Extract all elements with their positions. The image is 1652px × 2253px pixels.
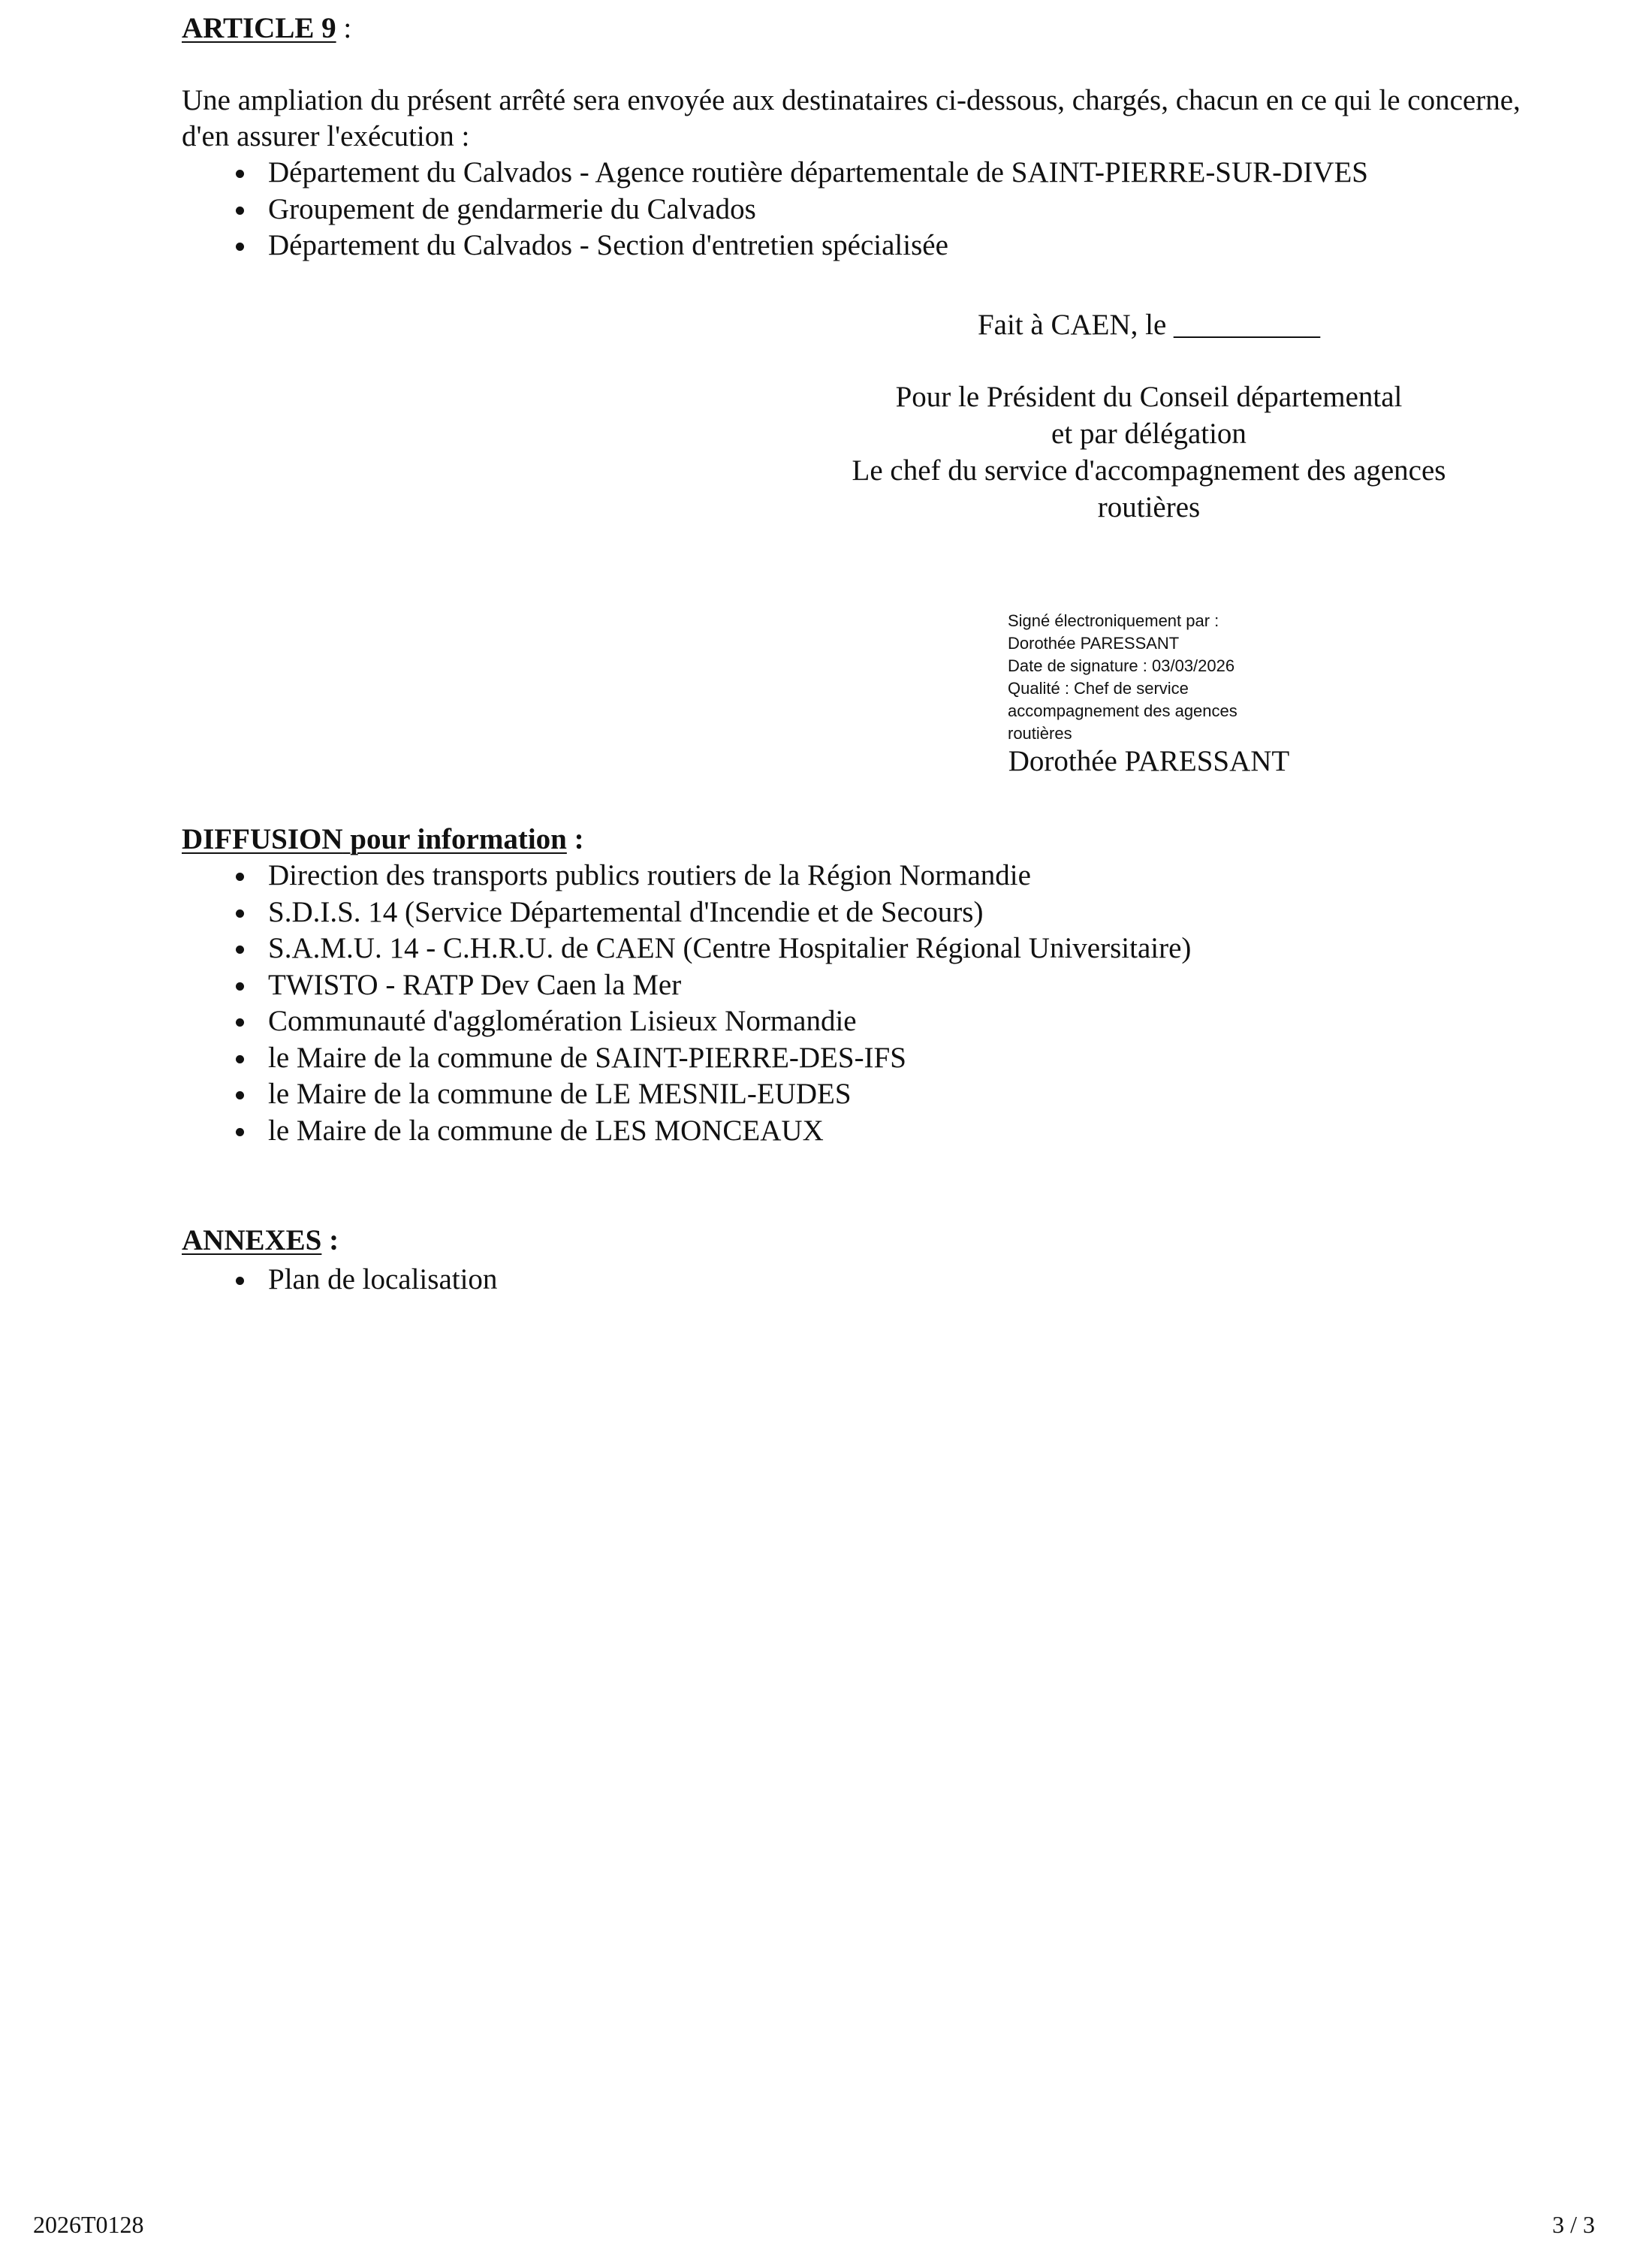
diffusion-colon: : xyxy=(566,823,584,855)
list-item: Communauté d'agglomération Lisieux Normandie xyxy=(182,1003,1191,1040)
list-item: Département du Calvados - Section d'entretien spécialisée xyxy=(182,228,1368,264)
list-item: le Maire de la commune de LES MONCEAUX xyxy=(182,1113,1191,1150)
list-item: le Maire de la commune de SAINT-PIERRE-DES-IFS xyxy=(182,1040,1191,1077)
list-item: Département du Calvados - Agence routière départementale de SAINT-PIERRE-SUR-DIVES xyxy=(182,155,1368,192)
stamp-line: Qualité : Chef de service xyxy=(1008,679,1189,698)
article-9-heading xyxy=(182,11,351,47)
article-9-colon: : xyxy=(336,12,352,44)
list-item: Groupement de gendarmerie du Calvados xyxy=(182,192,1368,228)
signatory-name: Dorothée PARESSANT xyxy=(1008,745,1290,777)
stamp-line: Dorothée PARESSANT xyxy=(1008,634,1180,653)
list-item: Plan de localisation xyxy=(182,1262,497,1298)
annexes-heading xyxy=(182,1223,339,1259)
diffusion-title-part-1: DIFFUSION xyxy=(182,823,343,855)
diffusion-title xyxy=(182,823,567,855)
document-reference: 2026T0128 xyxy=(33,2211,144,2238)
place-date-line: Fait à CAEN, le __________ xyxy=(977,309,1321,341)
list-item: Direction des transports publics routiers de la Région Normandie xyxy=(182,858,1191,894)
stamp-line: Date de signature : 03/03/2026 xyxy=(1008,656,1235,675)
diffusion-list xyxy=(182,858,1191,1149)
electronic-signature-stamp xyxy=(1008,610,1237,745)
signatory-line-3: Le chef du service d'accompagnement des agences xyxy=(852,454,1446,487)
diffusion-heading xyxy=(182,822,584,858)
signatory-line-4: routières xyxy=(1097,491,1201,523)
signatory-line-2: et par délégation xyxy=(1051,418,1247,450)
page-number: 3 / 3 xyxy=(1552,2211,1595,2238)
stamp-line: Signé électroniquement par : xyxy=(1008,611,1219,630)
article-9-title: ARTICLE 9 xyxy=(182,12,336,44)
stamp-line: routières xyxy=(1008,724,1072,743)
recipients-list xyxy=(182,155,1368,264)
list-item: S.D.I.S. 14 (Service Départemental d'Incendie et de Secours) xyxy=(182,894,1191,931)
list-item: S.A.M.U. 14 - C.H.R.U. de CAEN (Centre Hospitalier Régional Universitaire) xyxy=(182,930,1191,967)
stamp-line: accompagnement des agences xyxy=(1008,701,1237,720)
signatory-block xyxy=(811,379,1487,526)
list-item: TWISTO - RATP Dev Caen la Mer xyxy=(182,967,1191,1004)
list-item: le Maire de la commune de LE MESNIL-EUDES xyxy=(182,1076,1191,1113)
annexes-list xyxy=(182,1262,497,1298)
signatory-line-1: Pour le Président du Conseil départemental xyxy=(895,381,1403,413)
article-9-intro: Une ampliation du présent arrêté sera envoyée aux destinataires ci-dessous, chargés, chacun en ce qui le concerne, d'en assurer l'exécution : xyxy=(182,84,1521,152)
annexes-title: ANNEXES xyxy=(182,1224,322,1256)
diffusion-title-part-2: pour information xyxy=(342,823,567,855)
annexes-colon: : xyxy=(321,1224,339,1256)
